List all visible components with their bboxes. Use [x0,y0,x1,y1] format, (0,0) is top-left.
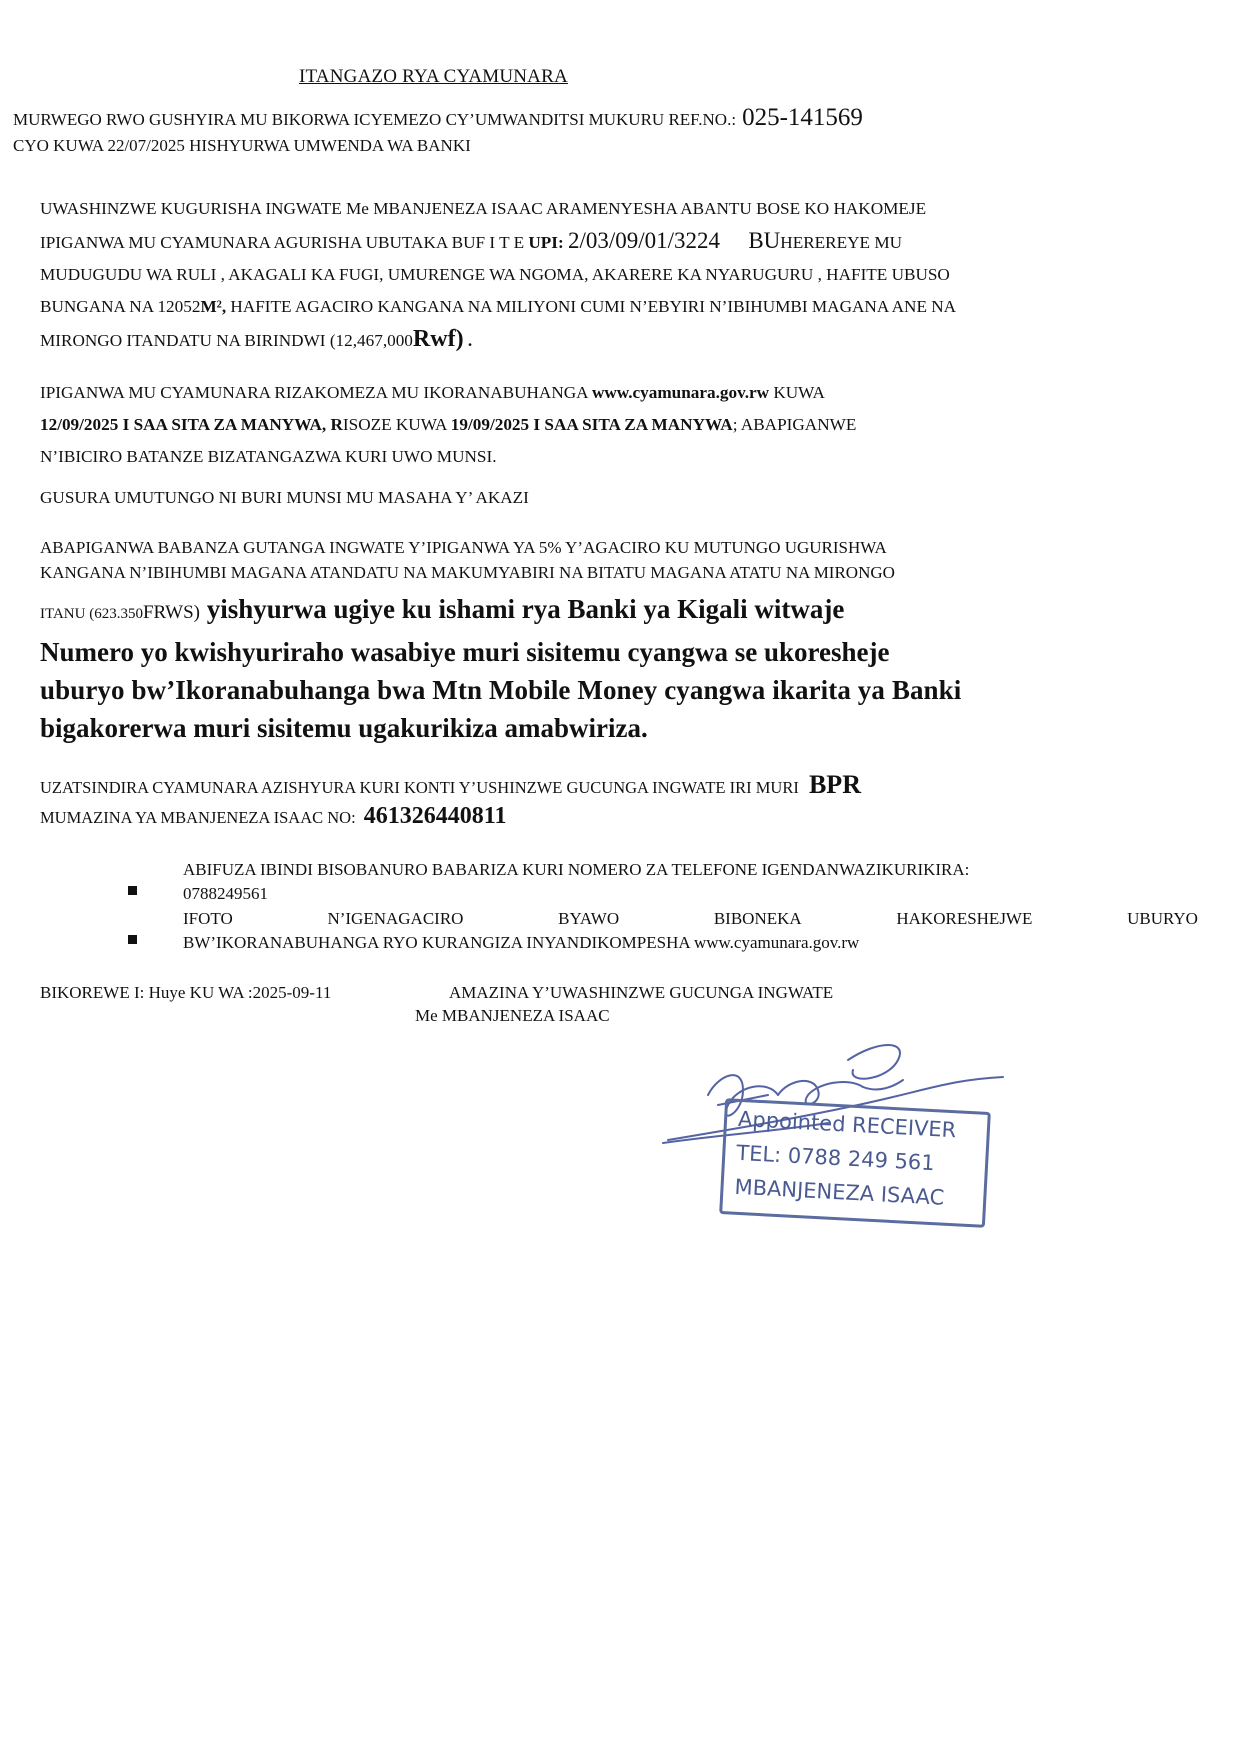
upi-value: 2/03/09/01/3224 [567,228,721,253]
document-title: ITANGAZO RYA CYAMUNARA [299,66,568,87]
para1-line: IPIGANWA MU CYAMUNARA AGURISHA UBUTAKA BUF I T E UPI: 2/03/09/01/3224 BUHEREREYE MU [40,228,903,253]
reference-number: 025-141569 [742,104,863,131]
auction-dates-paragraph [40,377,1202,473]
auction-start-date: 12/09/2025 I SAA SITA ZA MANYWA, R [40,415,343,434]
bullet-square-icon [128,935,137,944]
payment-account-line-1: UZATSINDIRA CYAMUNARA AZISHYURA KURI KONTI Y’USHINZWE GUCUNGA INGWATE IRI MURI BPR [40,770,861,799]
para2-line: 12/09/2025 I SAA SITA ZA MANYWA, RISOZE KUWA 19/09/2025 I SAA SITA ZA MANYWA; ABAPIGANWE [40,415,857,434]
stamp-line-1: Appointed RECEIVER [737,1106,957,1143]
para1-line: MUDUGUDU WA RULI , AKAGALI KA FUGI, UMURENGE WA NGOMA, AKARERE KA NYARUGURU , HAFITE UBUSO [40,265,950,284]
account-number: 461326440811 [363,803,507,829]
para2-line: IPIGANWA MU CYAMUNARA RIZAKOMEZA MU IKORANABUHANGA www.cyamunara.gov.rw KUWA [40,383,825,402]
para2-line: N’IBICIRO BATANZE BIZATANGAZWA KURI UWO MUNSI. [40,447,497,466]
para1-line: MIRONGO ITANDATU NA BIRINDWI (12,467,000Rwf) . [40,326,473,352]
para1-line: UWASHINZWE KUGURISHA INGWATE Me MBANJENEZA ISAAC ARAMENYESHA ABANTU BOSE KO HAKOMEJE [40,199,927,218]
place-and-date: BIKOREWE I: Huye KU WA :2025-09-11 [40,983,332,1002]
signatory-role: AMAZINA Y’UWASHINZWE GUCUNGA INGWATE [449,983,834,1002]
upi-label: UPI: [528,233,564,252]
visit-hours-paragraph: GUSURA UMUTUNGO NI BURI MUNSI MU MASAHA Y’ AKAZI [40,488,529,507]
deposit-line-2: KANGANA N’IBIHUMBI MAGANA ATANDATU NA MAKUMYABIRI NA BITATU MAGANA ATATU NA MIRONGO [40,563,895,582]
bank-name: BPR [808,770,861,799]
area-unit: M², [200,297,227,316]
sale-announcement-paragraph [40,193,1202,357]
header-line-1 [13,104,863,132]
deposit-payment-instructions: ITANU (623.350FRWS) yishyurwa ugiye ku ishami rya Banki ya Kigali witwaje Numero yo kwishyuriraho wasabiye muri sisitemu cyangwa se ukoresheje uburyo bw’Ikoranabuhanga bwa Mtn Mobile Money cyangwa ikarita ya Banki bigakorerwa muri sisitemu ugakurikiza amabwiriza. [40,594,962,743]
signatory-name: Me MBANJENEZA ISAAC [415,1006,610,1025]
receiver-stamp [719,1098,991,1228]
deposit-line-1: ABAPIGANWA BABANZA GUTANGA INGWATE Y’IPIGANWA YA 5% Y’AGACIRO KU MUTUNGO UGURISHWA [40,538,887,557]
header-line-2: CYO KUWA 22/07/2025 HISHYURWA UMWENDA WA BANKI [13,136,471,155]
bullet-1-line-1: ABIFUZA IBINDI BISOBANURO BABARIZA KURI NOMERO ZA TELEFONE IGENDANWAZIKURIKIRA: [183,860,970,879]
stamp-line-2: TEL: 0788 249 561 [735,1140,936,1176]
currency-rwf: Rwf) [412,326,464,352]
para1-line: BUNGANA NA 12052M², HAFITE AGACIRO KANGANA NA MILIYONI CUMI N’EBYIRI N’IBIHUMBI MAGANA ANE NA [40,297,957,316]
phone-number: 0788249561 [183,884,268,903]
auction-end-date: 19/09/2025 I SAA SITA ZA MANYWA [450,415,733,434]
bullet-2-line-2: BW’IKORANABUHANGA RYO KURANGIZA INYANDIKOMPESHA www.cyamunara.gov.rw [183,933,860,952]
payment-account-line-2: MUMAZINA YA MBANJENEZA ISAAC NO: 461326440811 [40,803,507,829]
auction-website: www.cyamunara.gov.rw [591,383,770,402]
header-authority: MURWEGO RWO GUSHYIRA MU BIKORWA ICYEMEZO CY’UMWANDITSI MUKURU REF.NO.: [13,110,737,129]
stamp-line-3: MBANJENEZA ISAAC [733,1174,945,1210]
bullet-2-line-1: IFOTO N’IGENAGACIRO BYAWO BIBONEKA HAKORESHEJWE UBURYO [183,909,1198,928]
bullet-square-icon [128,886,137,895]
